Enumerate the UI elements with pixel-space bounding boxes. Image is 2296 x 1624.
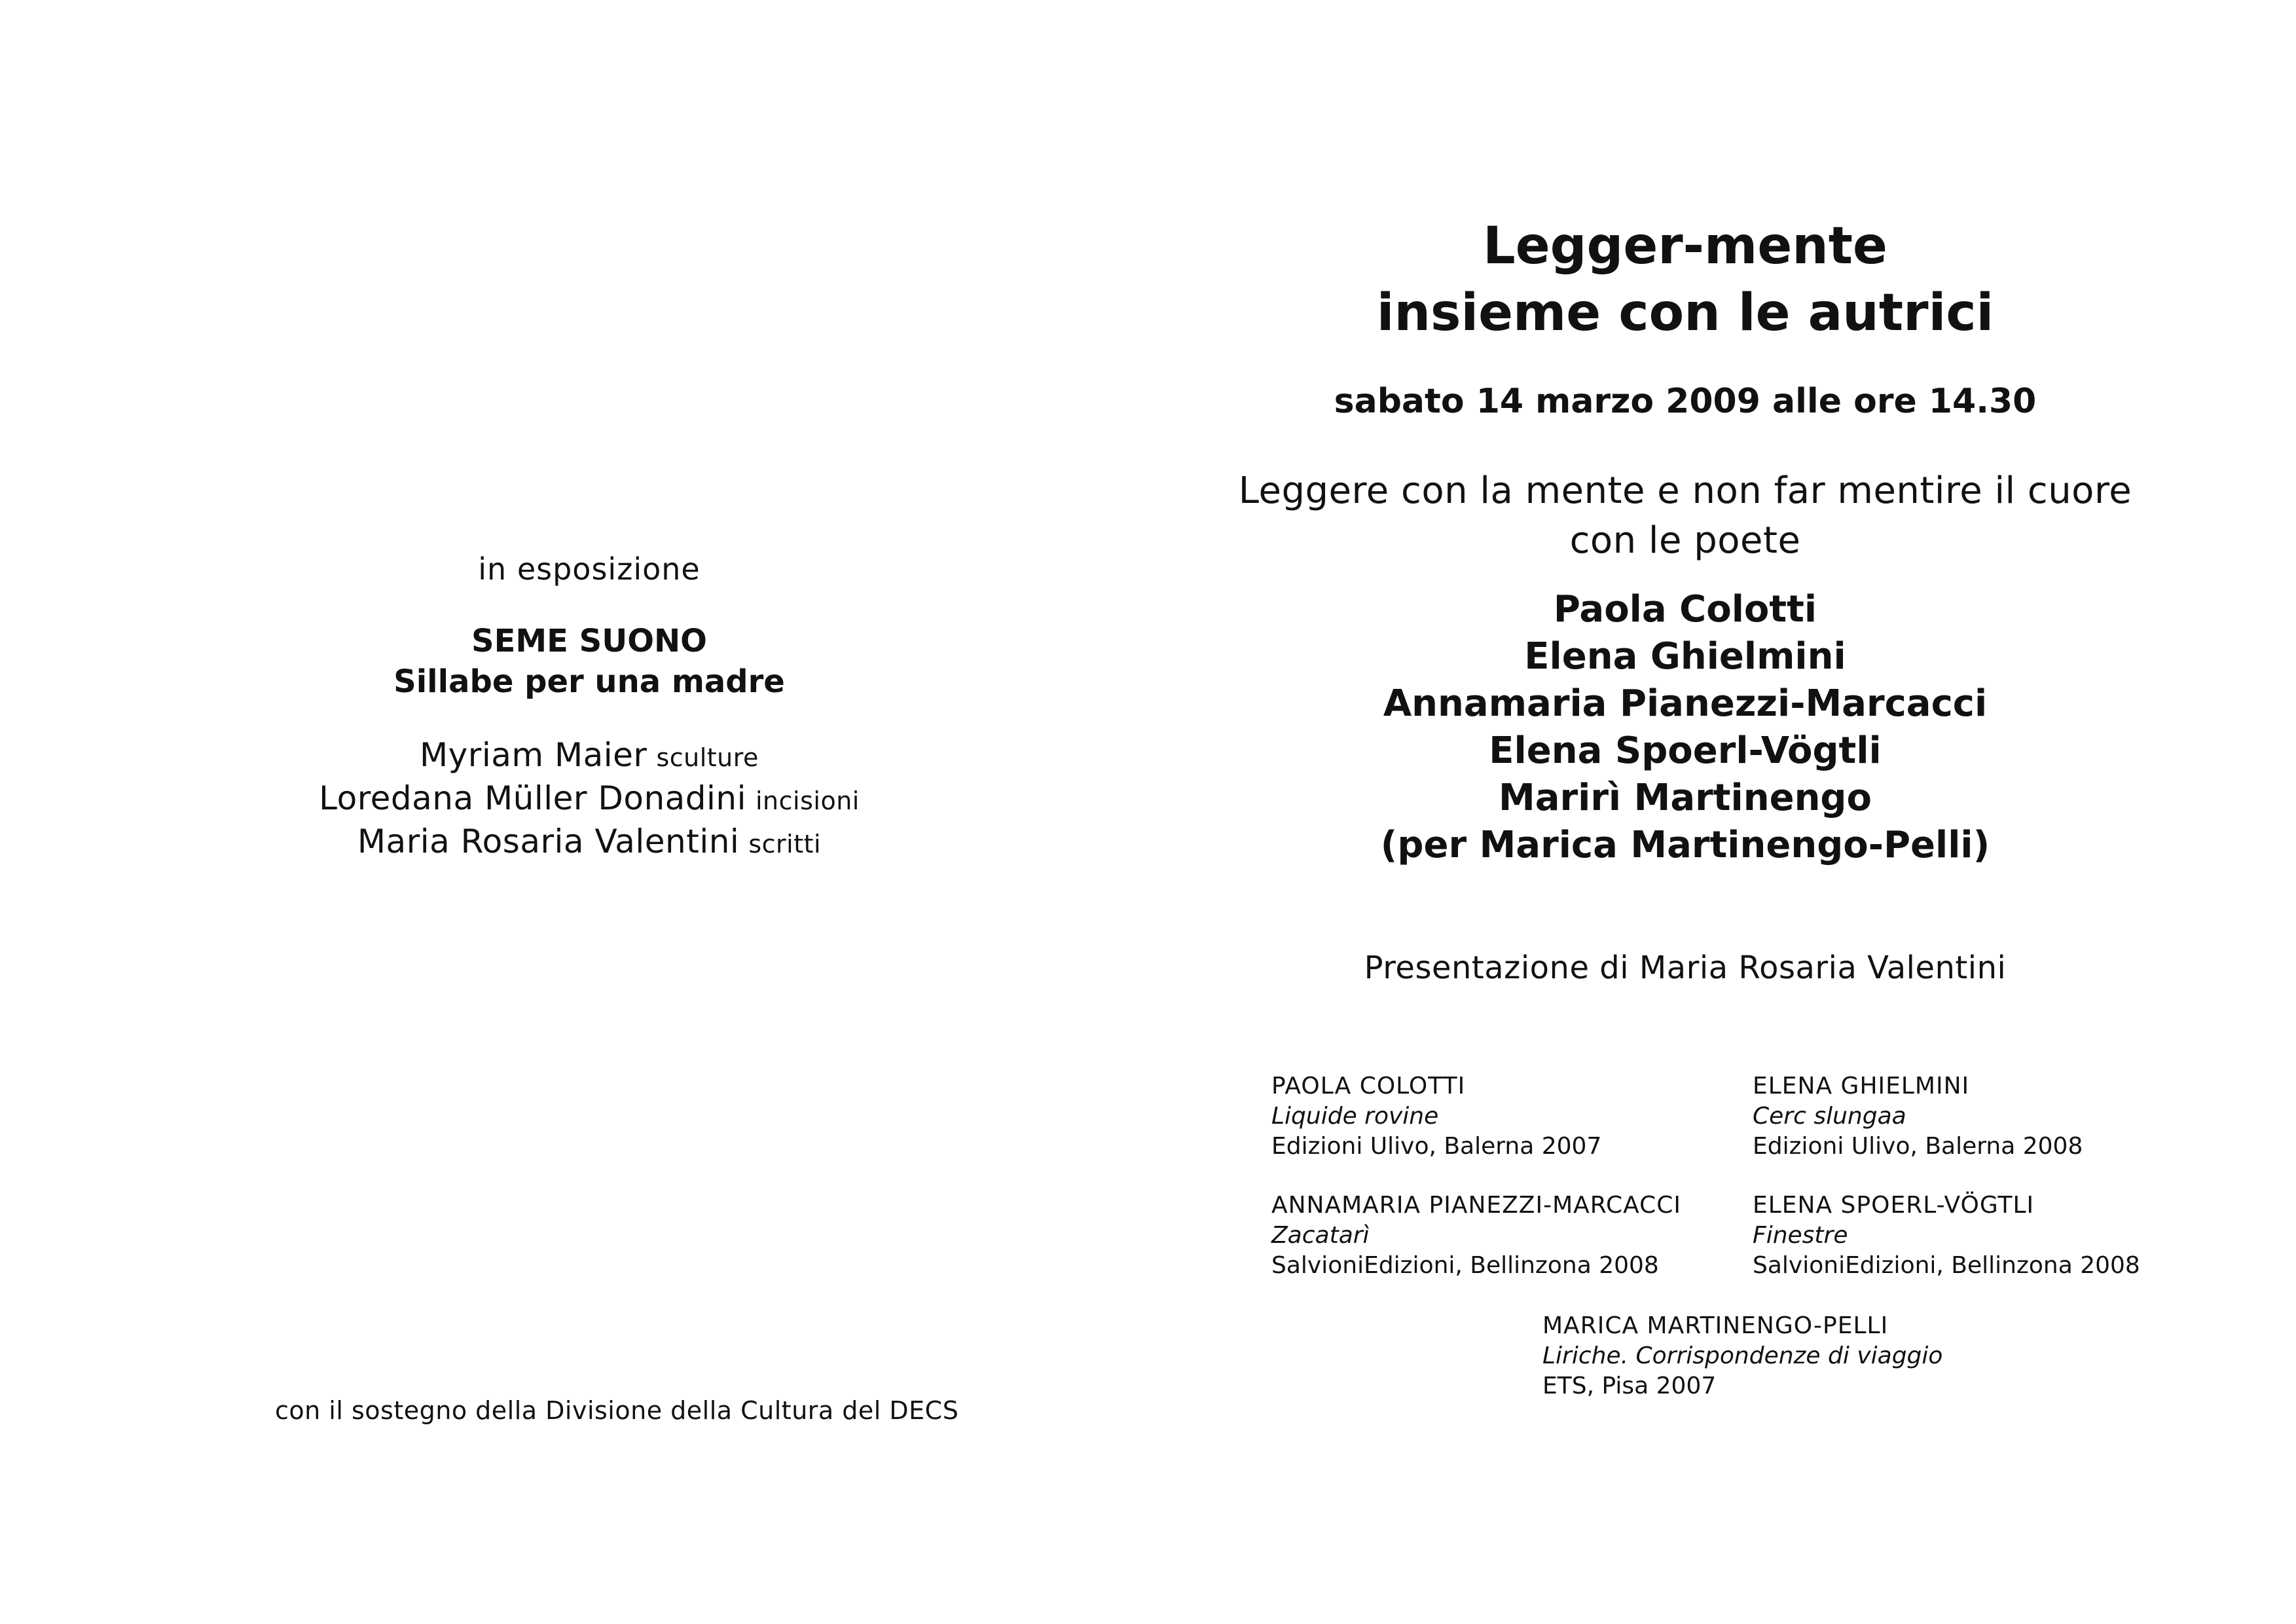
poet-list	[1214, 586, 2157, 869]
book-publisher: ETS, Pisa 2007	[1542, 1373, 1717, 1399]
intro-line-1: Leggere con la mente e non far mentire il cuore	[1238, 470, 2132, 512]
book-title: Liriche. Corrispondenze di viaggio	[1542, 1342, 1943, 1369]
book-title: Finestre	[1753, 1222, 1848, 1249]
artist-list	[196, 735, 982, 864]
book-author: PAOLA COLOTTI	[1271, 1073, 1466, 1099]
event-title-line-2: insieme con le autrici	[1376, 284, 1994, 342]
exhibition-label: in esposizione	[478, 551, 701, 587]
poet-note: (per Marica Martinengo-Pelli)	[1380, 824, 1990, 866]
exhibition-subtitle: Sillabe per una madre	[393, 663, 785, 700]
book-publisher: Edizioni Ulivo, Balerna 2008	[1753, 1133, 2083, 1160]
artist-role: scritti	[748, 829, 822, 858]
support-note: con il sostegno della Divisione della Cultura del DECS	[275, 1396, 959, 1425]
book-publisher: SalvioniEdizioni, Bellinzona 2008	[1753, 1252, 2140, 1279]
book-publisher: SalvioniEdizioni, Bellinzona 2008	[1271, 1252, 1659, 1279]
event-title-line-1: Legger-mente	[1483, 217, 1887, 276]
event-date: sabato 14 marzo 2009 alle ore 14.30	[1334, 382, 2037, 421]
book-entry	[1542, 1311, 1942, 1401]
book-entry	[1753, 1071, 2083, 1162]
book-title: Cerc slungaa	[1753, 1103, 1906, 1130]
book-author: ELENA SPOERL-VÖGTLI	[1753, 1192, 2035, 1219]
artist-row	[196, 821, 982, 864]
book-title: Zacatarì	[1271, 1222, 1370, 1249]
presenter-line: Presentazione di Maria Rosaria Valentini	[1364, 950, 2007, 986]
book-author: ANNAMARIA PIANEZZI-MARCACCI	[1271, 1192, 1681, 1219]
artist-role: incisioni	[756, 786, 860, 815]
exhibition-title: SEME SUONO	[471, 623, 707, 660]
book-title: Liquide rovine	[1271, 1103, 1439, 1130]
event-intro	[1214, 466, 2157, 566]
poet-name: Paola Colotti	[1553, 588, 1817, 631]
book-entry	[1753, 1190, 2140, 1281]
artist-row	[196, 735, 982, 778]
book-entry	[1271, 1071, 1601, 1162]
artist-role: sculture	[656, 743, 759, 772]
poet-name: Marirì Martinengo	[1498, 777, 1872, 819]
intro-line-2: con le poete	[1569, 519, 1801, 562]
right-panel	[1148, 0, 2296, 1624]
book-author: MARICA MARTINENGO-PELLI	[1542, 1312, 1889, 1339]
exhibition-block	[196, 551, 982, 864]
book-publisher: Edizioni Ulivo, Balerna 2007	[1271, 1133, 1602, 1160]
event-title	[1214, 213, 2157, 346]
book-author: ELENA GHIELMINI	[1753, 1073, 1970, 1099]
poet-name: Elena Ghielmini	[1524, 635, 1846, 678]
artist-name: Loredana Müller Donadini	[319, 779, 746, 817]
artist-name: Myriam Maier	[420, 735, 647, 774]
poet-name: Elena Spoerl-Vögtli	[1489, 729, 1882, 772]
book-entry	[1271, 1190, 1681, 1281]
poet-name: Annamaria Pianezzi-Marcacci	[1383, 682, 1988, 725]
artist-row	[196, 778, 982, 821]
artist-name: Maria Rosaria Valentini	[357, 822, 740, 860]
